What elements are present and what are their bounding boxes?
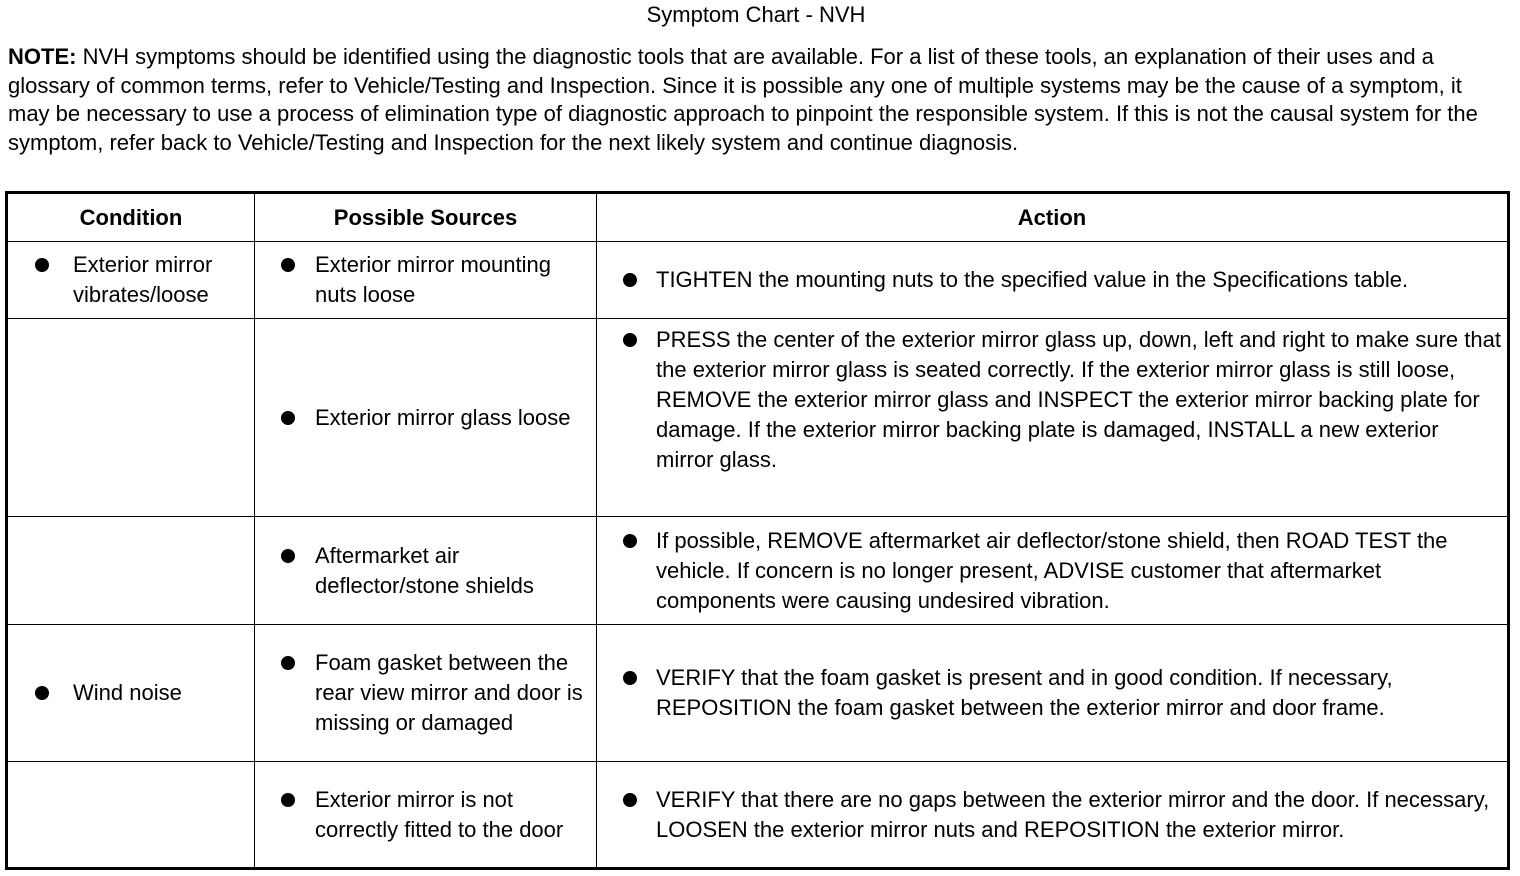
- action-text: VERIFY that the foam gasket is present and in good condition. If necessary, REPOSITION the foam gasket between the exterior mirror and door frame.: [656, 665, 1393, 720]
- source-text: Foam gasket between the rear view mirror and door is missing or damaged: [315, 650, 583, 735]
- condition-cell: [7, 762, 255, 869]
- action-cell: [597, 242, 1509, 319]
- header-possible-sources: Possible Sources: [255, 193, 597, 242]
- action-cell: [597, 625, 1509, 762]
- condition-cell: [7, 242, 255, 319]
- action-text: TIGHTEN the mounting nuts to the specified value in the Specifications table.: [656, 267, 1409, 292]
- source-cell: [255, 517, 597, 625]
- action-cell: [597, 319, 1509, 517]
- note-label: NOTE:: [8, 44, 77, 69]
- symptom-chart-table: [5, 191, 1510, 870]
- condition-cell: [7, 625, 255, 762]
- action-cell: [597, 517, 1509, 625]
- source-text: Aftermarket air deflector/stone shields: [315, 542, 534, 598]
- bullet-icon: [623, 793, 637, 807]
- source-text: Exterior mirror is not correctly fitted to the door: [315, 786, 564, 842]
- bullet-icon: [35, 686, 49, 700]
- bullet-icon: [623, 273, 637, 287]
- condition-cell: [7, 517, 255, 625]
- bullet-icon: [623, 534, 637, 548]
- bullet-icon: [35, 258, 49, 272]
- condition-cell: [7, 319, 255, 517]
- source-cell: [255, 625, 597, 762]
- note-text: NVH symptoms should be identified using the diagnostic tools that are available. For a list of these tools, an explanation of their uses and a glossary of common terms, refer to Vehicle/Testing and Inspection. Since it is possible any one of multiple systems may be the cause of a symptom, it may be necessary to use a process of elimination type of diagnostic approach to pinpoint the responsible system. If this is not the causal system for the symptom, refer back to Vehicle/Testing and Inspection for the next likely system and continue diagnosis.: [8, 44, 1478, 155]
- bullet-icon: [281, 258, 295, 272]
- source-text: Exterior mirror glass loose: [315, 404, 571, 430]
- bullet-icon: [281, 549, 295, 563]
- action-text: PRESS the center of the exterior mirror glass up, down, left and right to make sure that the exterior mirror glass is seated correctly. If the exterior mirror glass is still loose, REMOVE the exterior mirror glass and INSPECT the exterior mirror backing plate for damage. If the exterior mirror backing plate is damaged, INSTALL a new exterior mirror glass.: [656, 327, 1501, 472]
- source-cell: [255, 319, 597, 517]
- action-cell: [597, 762, 1509, 869]
- table-row: [7, 625, 1509, 762]
- header-action: Action: [597, 193, 1509, 242]
- table-header-row: [7, 193, 1509, 242]
- table-row: [7, 319, 1509, 517]
- table-row: [7, 242, 1509, 319]
- page-title: Symptom Chart - NVH: [646, 2, 866, 27]
- bullet-icon: [281, 411, 295, 425]
- bullet-icon: [281, 656, 295, 670]
- bullet-icon: [623, 671, 637, 685]
- source-text: Exterior mirror mounting nuts loose: [315, 252, 551, 307]
- note-paragraph: [8, 43, 1508, 157]
- bullet-icon: [281, 793, 295, 807]
- condition-text: Wind noise: [73, 680, 182, 705]
- condition-text: Exterior mirror vibrates/loose: [73, 252, 213, 307]
- table-row: [7, 517, 1509, 625]
- action-text: VERIFY that there are no gaps between the exterior mirror and the door. If necessary, LOOSEN the exterior mirror nuts and REPOSITION the exterior mirror.: [656, 786, 1490, 842]
- table-row: [7, 762, 1509, 869]
- header-condition: Condition: [7, 193, 255, 242]
- source-cell: [255, 242, 597, 319]
- action-text: If possible, REMOVE aftermarket air deflector/stone shield, then ROAD TEST the vehicle. If concern is no longer present, ADVISE customer that aftermarket components were causing undesired vibration.: [656, 527, 1448, 613]
- source-cell: [255, 762, 597, 869]
- bullet-icon: [623, 333, 637, 347]
